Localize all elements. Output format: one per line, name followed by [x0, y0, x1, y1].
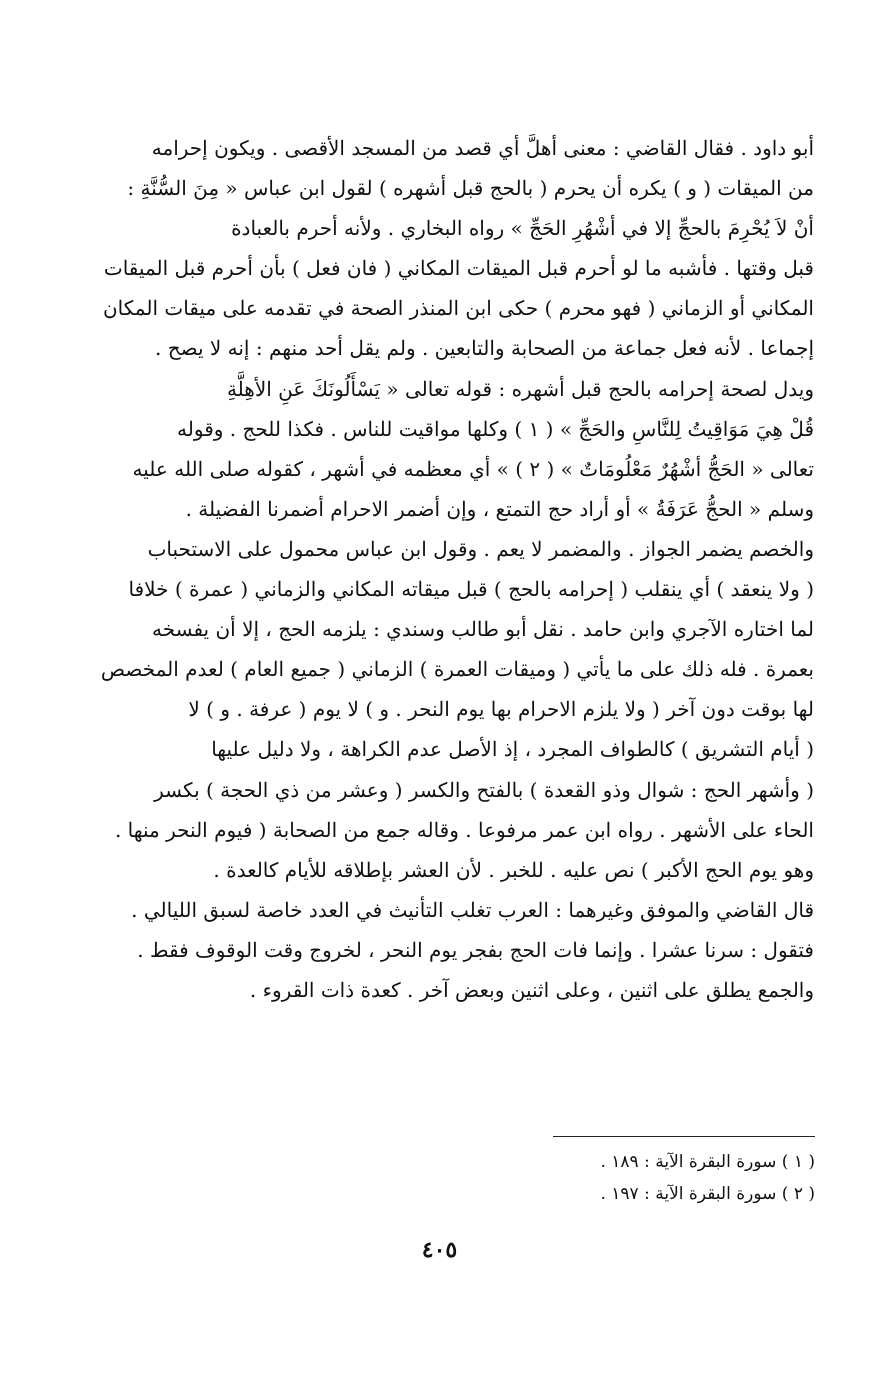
footnotes	[415, 1146, 815, 1210]
text-line: تعالى « الحَجُّ أشْهُرٌ مَعْلُومَاتٌ » ( ٢ ) » أي معظمه في أشهر ، كقوله صلى الله عليه	[132, 456, 814, 481]
text-line: من الميقات ( و ) يكره أن يحرم ( بالحج قبل أشهره ) لقول ابن عباس « مِنَ السُّنَّةِ :	[127, 176, 814, 201]
text-line: إجماعا . لأنه فعل جماعة من الصحابة والتابعين . ولم يقل أحد منهم : إنه لا يصح .	[154, 336, 814, 361]
text-line: ( أيام التشريق ) كالطواف المجرد ، إذ الأصل عدم الكراهة ، ولا دليل عليها	[211, 737, 814, 762]
text-line: وهو يوم الحج الأكبر ) نص عليه . للخبر . لأن العشر بإطلاقه للأيام كالعدة .	[213, 857, 814, 882]
text-line: ( وأشهر الحج : شوال وذو القعدة ) بالفتح والكسر ( وعشر من ذي الحجة ) بكسر	[154, 777, 814, 802]
text-line: قال القاضي والموفق وغيرهما : العرب تغلب التأنيث في العدد خاصة لسبق الليالي .	[131, 897, 814, 922]
footnote-item: ( ١ ) سورة البقرة الآية : ١٨٩ .	[600, 1152, 815, 1172]
text-line: وسلم « الحجُّ عَرَفَةُ » أو أراد حج التمتع ، وإن أضمر الاحرام أضمرنا الفضيلة .	[185, 496, 814, 521]
page-number: ٤٠٥	[421, 1237, 458, 1263]
text-line: ( ولا ينعقد ) أي ينقلب ( إحرامه بالحج ) قبل ميقاته المكاني والزماني ( عمرة ) خلافا	[128, 577, 814, 602]
main-text-block	[70, 128, 814, 1010]
text-line: أبو داود . فقال القاضي : معنى أهلَّ أي قصد من المسجد الأقصى . ويكون إحرامه	[151, 136, 814, 160]
text-line: والخصم يضمر الجواز . والمضمر لا يعم . وقول ابن عباس محمول على الاستحباب	[147, 536, 814, 561]
text-line: لما اختاره الآجري وابن حامد . نقل أبو طالب وسندي : يلزمه الحج ، إلا أن يفسخه	[151, 617, 814, 642]
text-line: فتقول : سرنا عشرا . وإنما فات الحج بفجر يوم النحر ، لخروج وقت الوقوف فقط .	[137, 937, 814, 962]
text-line: ويدل لصحة إحرامه بالحج قبل أشهره : قوله تعالى « يَسْأَلُونَكَ عَنِ الأهِلَّةِ	[226, 376, 814, 401]
text-line: والجمع يطلق على اثنين ، وعلى اثنين وبعض آخر . كعدة ذات القروء .	[249, 977, 814, 1002]
text-line: الحاء على الأشهر . رواه ابن عمر مرفوعا . وقاله جمع من الصحابة ( فيوم النحر منها .	[114, 817, 814, 842]
text-line: لها بوقت دون آخر ( ولا يلزم الاحرام بها يوم النحر . و ) لا يوم ( عرفة . و ) لا	[188, 697, 814, 722]
text-line: أنْ لاَ يُحْرِمَ بالحجِّ إلا في أشْهُرِ الحَجِّ » رواه البخاري . ولأنه أحرم بالعبادة	[231, 216, 814, 241]
footnote-item: ( ٢ ) سورة البقرة الآية : ١٩٧ .	[600, 1184, 815, 1204]
text-line: المكاني أو الزماني ( فهو محرم ) حكى ابن المنذر الصحة في تقدمه على ميقات المكان	[102, 296, 814, 321]
text-line: بعمرة . فله ذلك على ما يأتي ( وميقات العمرة ) الزماني ( جميع العام ) لعدم المخصص	[100, 657, 814, 682]
text-line: قبل وقتها . فأشبه ما لو أحرم قبل الميقات المكاني ( فان فعل ) بأن أحرم قبل الميقات	[103, 256, 814, 281]
footnote-divider	[553, 1136, 815, 1137]
text-line: قُلْ هِيَ مَوَاقِيتُ لِلنَّاسِ والحَجِّ » ( ١ ) وكلها مواقيت للناس . فكذا للحج . وقوله	[177, 416, 814, 441]
